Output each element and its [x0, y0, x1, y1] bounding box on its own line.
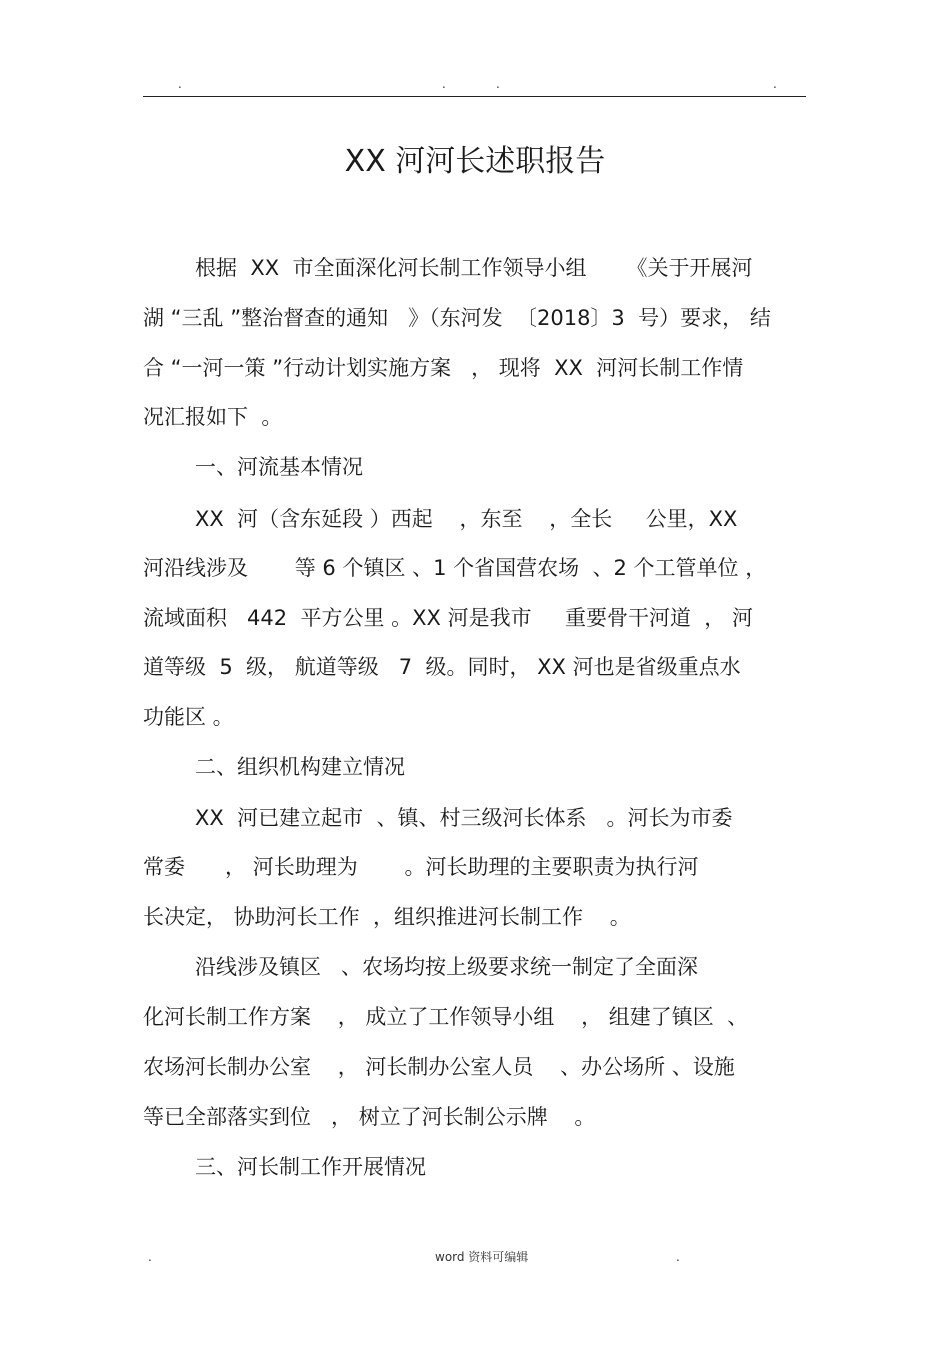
header-dot: . [178, 77, 182, 91]
paragraph-line: 湖 “三乱 ”整治督查的通知 》（东河发 〔2018〕3 号）要求， 结 [143, 306, 771, 330]
paragraph-line: XX 河已建立起市 、镇、村三级河长体系 。河长为市委 [195, 806, 733, 830]
paragraph-line: 流域面积 442 平方公里 。XX 河是我市 重要骨干河道 ， 河 [143, 606, 753, 630]
paragraph-line: 功能区 。 [143, 705, 234, 729]
paragraph-line: 道等级 5 级， 航道等级 7 级。同时， XX 河也是省级重点水 [143, 655, 741, 679]
paragraph-line: 河沿线涉及 等 6 个镇区 、1 个省国营农场 、2 个工管单位 ， [143, 556, 767, 580]
paragraph-line: 况汇报如下 。 [143, 405, 283, 429]
paragraph-line: 常委 ， 河长助理为 。河长助理的主要职责为执行河 [143, 855, 699, 879]
header-dot: . [442, 77, 446, 91]
paragraph-line: 合 “一河一策 ”行动计划实施方案 ， 现将 XX 河河长制工作情 [143, 356, 744, 380]
footer-text: word 资料可编辑 [435, 1250, 529, 1264]
paragraph-line: 化河长制工作方案 ， 成立了工作领导小组 ， 组建了镇区 、 [143, 1005, 749, 1029]
document-title: XX 河河长述职报告 [344, 144, 606, 179]
footer-dot: . [676, 1250, 680, 1264]
header-rule [143, 96, 806, 97]
header-dot: . [773, 77, 777, 91]
paragraph-line: 农场河长制办公室 ， 河长制办公室人员 、办公场所 、设施 [143, 1055, 735, 1079]
paragraph-line: 等已全部落实到位 ， 树立了河长制公示牌 。 [143, 1105, 596, 1129]
paragraph-line: 沿线涉及镇区 、农场均按上级要求统一制定了全面深 [195, 955, 699, 979]
footer-dot: . [148, 1250, 152, 1264]
section-heading: 二、组织机构建立情况 [195, 755, 405, 779]
paragraph-line: 根据 XX 市全面深化河长制工作领导小组 《关于开展河 [195, 256, 753, 280]
paragraph-line: XX 河（含东延段 ）西起 ，东至 ，全长 公里，XX [195, 507, 738, 531]
section-heading: 三、河长制工作开展情况 [195, 1155, 426, 1179]
header-dot: . [496, 77, 500, 91]
section-heading: 一、河流基本情况 [195, 455, 363, 479]
paragraph-line: 长决定， 协助河长工作 ，组织推进河长制工作 。 [143, 905, 631, 929]
